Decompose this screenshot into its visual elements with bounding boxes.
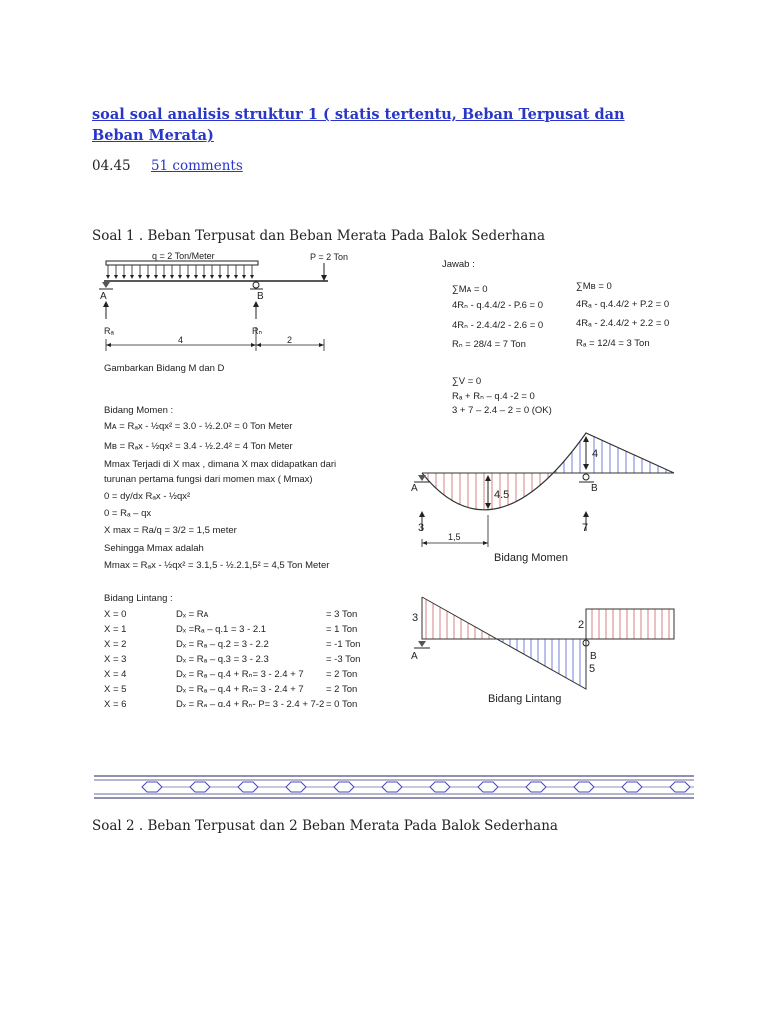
reaction-ra-label: Rₐ — [104, 326, 114, 336]
lintang-cell: Dₓ = Rₐ – q.4 + Rₙ= 3 - 2.4 + 7 — [176, 669, 304, 680]
jawab-v-line1: ∑V = 0 — [452, 376, 482, 387]
lintang-cell: Dₓ = Rₐ – q.3 = 3 - 2.3 — [176, 654, 269, 665]
divider-hexagon — [622, 782, 642, 792]
divider-hexagon — [430, 782, 450, 792]
reaction-rb-label: Rₙ — [252, 326, 263, 336]
q-load-label: q = 2 Ton/Meter — [152, 251, 215, 261]
lintang-cell: = -3 Ton — [326, 654, 361, 665]
momen-line-2: Mʙ = Rₐx - ½qx² = 3.4 - ½.2.4² = 4 Ton Meter — [104, 441, 293, 452]
soal1-heading: Soal 1 . Beban Terpusat dan Beban Merata Pada Balok Sederhana — [92, 228, 546, 244]
momen-heading: Bidang Momen : — [104, 405, 174, 416]
momen-max-value: 4.5 — [494, 489, 510, 501]
lintang-cell: X = 3 — [104, 654, 127, 665]
lintang-cell: X = 5 — [104, 684, 127, 695]
momen-diagram-title: Bidang Momen — [494, 552, 568, 564]
momen-line-7: X max = Ra/q = 3/2 = 1,5 meter — [104, 525, 237, 536]
momen-working — [104, 363, 336, 571]
lintang-cell: Dₓ = Rₐ – q.2 = 3 - 2.2 — [176, 639, 269, 650]
decorative-divider — [94, 770, 694, 808]
lintang-cell: = 2 Ton — [326, 684, 358, 695]
jawab-c2-line3: 4Rₐ - 2.4.4/2 + 2.2 = 0 — [576, 318, 670, 329]
lintang-va-value: 3 — [412, 612, 419, 624]
momen-diagram — [411, 433, 674, 564]
beam-label-a: A — [100, 291, 107, 302]
momen-line-3: Mmax Terjadi di X max , dimana X max didapatkan dari — [104, 459, 337, 470]
jawab-v-line3: 3 + 7 – 2.4 – 2 = 0 (OK) — [452, 405, 552, 416]
post-meta — [92, 158, 243, 174]
momen-line-4: turunan pertama fungsi dari momen max ( Mmax) — [104, 474, 313, 485]
jawab-heading: Jawab : — [442, 259, 475, 270]
jawab-c1-line1: ∑Mᴀ = 0 — [452, 284, 488, 295]
beam-label-b: B — [257, 291, 264, 302]
divider-hexagon — [142, 782, 162, 792]
soal1-figure-svg — [96, 247, 706, 707]
divider-hexagon — [286, 782, 306, 792]
lintang-cell: X = 2 — [104, 639, 127, 650]
momen-xmax-value: 1,5 — [448, 532, 461, 542]
divider-hexagon — [382, 782, 402, 792]
momen-reaction-b: 7 — [582, 522, 589, 534]
divider-hexagon — [574, 782, 594, 792]
momen-reaction-a: 3 — [418, 522, 425, 534]
jawab-v-line2: Rₐ + Rₙ – q.4 -2 = 0 — [452, 391, 535, 402]
lintang-cell: = 3 Ton — [326, 609, 358, 620]
lintang-cell: X = 6 — [104, 699, 127, 707]
momen-line-5: 0 = dy/dx Rₐx - ½qx² — [104, 491, 191, 502]
lintang-cell: = 2 Ton — [326, 669, 358, 680]
lintang-cell: Dₓ = Rₐ – q.4 + Rₙ= 3 - 2.4 + 7 — [176, 684, 304, 695]
lintang-diagram — [411, 597, 674, 705]
divider-hexagon — [238, 782, 258, 792]
instruction-text: Gambarkan Bidang M dan D — [104, 363, 225, 374]
lintang-vb-right-value: 5 — [589, 663, 596, 675]
jawab-c2-line1: ∑Mʙ = 0 — [576, 281, 612, 292]
jawab-c2-line4: Rₐ = 12/4 = 3 Ton — [576, 338, 650, 349]
p-load-label: P = 2 Ton — [310, 252, 348, 262]
divider-hexagon — [190, 782, 210, 792]
dim-span-1: 4 — [178, 335, 184, 345]
post-title-link[interactable]: soal soal analisis struktur 1 ( statis tertentu, Beban Terpusat dan Beban Merata) — [92, 106, 625, 144]
momen-line-6: 0 = Rₐ – qx — [104, 508, 152, 519]
divider-hexagon — [478, 782, 498, 792]
lintang-cell: X = 4 — [104, 669, 127, 680]
jawab-c1-line4: Rₙ = 28/4 = 7 Ton — [452, 339, 526, 350]
jawab-c1-line3: 4Rₙ - 2.4.4/2 - 2.6 = 0 — [452, 320, 544, 331]
lintang-cell: Dₓ = Rᴀ — [176, 609, 209, 620]
momen-line-1: Mᴀ = Rₐx - ½qx² = 3.0 - ½.2.0² = 0 Ton Meter — [104, 421, 293, 432]
dim-span-2: 2 — [287, 335, 293, 345]
comments-link[interactable]: 51 comments — [150, 158, 243, 174]
lintang-cell: Dₓ =Rₐ – q.1 = 3 - 2.1 — [176, 624, 267, 635]
jawab-block — [442, 259, 669, 416]
divider-hexagon — [670, 782, 690, 792]
lintang-vb-left-value: 2 — [578, 619, 585, 631]
momen-label-b: B — [591, 483, 598, 494]
momen-line-8: Sehingga Mmax adalah — [104, 543, 204, 554]
lintang-heading: Bidang Lintang : — [104, 593, 173, 604]
lintang-label-b: B — [590, 651, 597, 662]
lintang-cell: = 1 Ton — [326, 624, 358, 635]
momen-line-9: Mmax = Rₐx - ½qx² = 3.1,5 - ½.2.1,5² = 4,5 Ton Meter — [104, 560, 330, 571]
lintang-cell: = -1 Ton — [326, 639, 361, 650]
divider-hexagon — [526, 782, 546, 792]
post-time: 04.45 — [92, 158, 131, 174]
lintang-table — [104, 593, 360, 707]
lintang-cell: X = 0 — [104, 609, 127, 620]
lintang-cell: X = 1 — [104, 624, 127, 635]
momen-label-a: A — [411, 483, 418, 494]
soal2-heading: Soal 2 . Beban Terpusat dan 2 Beban Merata Pada Balok Sederhana — [92, 818, 558, 834]
soal1-figure — [96, 247, 706, 711]
lintang-diagram-title: Bidang Lintang — [488, 693, 562, 705]
lintang-cell: = 0 Ton — [326, 699, 358, 707]
jawab-c1-line2: 4Rₙ - q.4.4/2 - P.6 = 0 — [452, 300, 544, 311]
lintang-label-a: A — [411, 651, 418, 662]
divider-hexagon — [334, 782, 354, 792]
jawab-c2-line2: 4Rₐ - q.4.4/2 + P.2 = 0 — [576, 299, 670, 310]
lintang-cell: Dₓ = Rₐ – q.4 + Rₙ- P= 3 - 2.4 + 7-2 — [176, 699, 325, 707]
beam-loading-diagram — [99, 251, 348, 351]
momen-b-value: 4 — [592, 448, 599, 460]
